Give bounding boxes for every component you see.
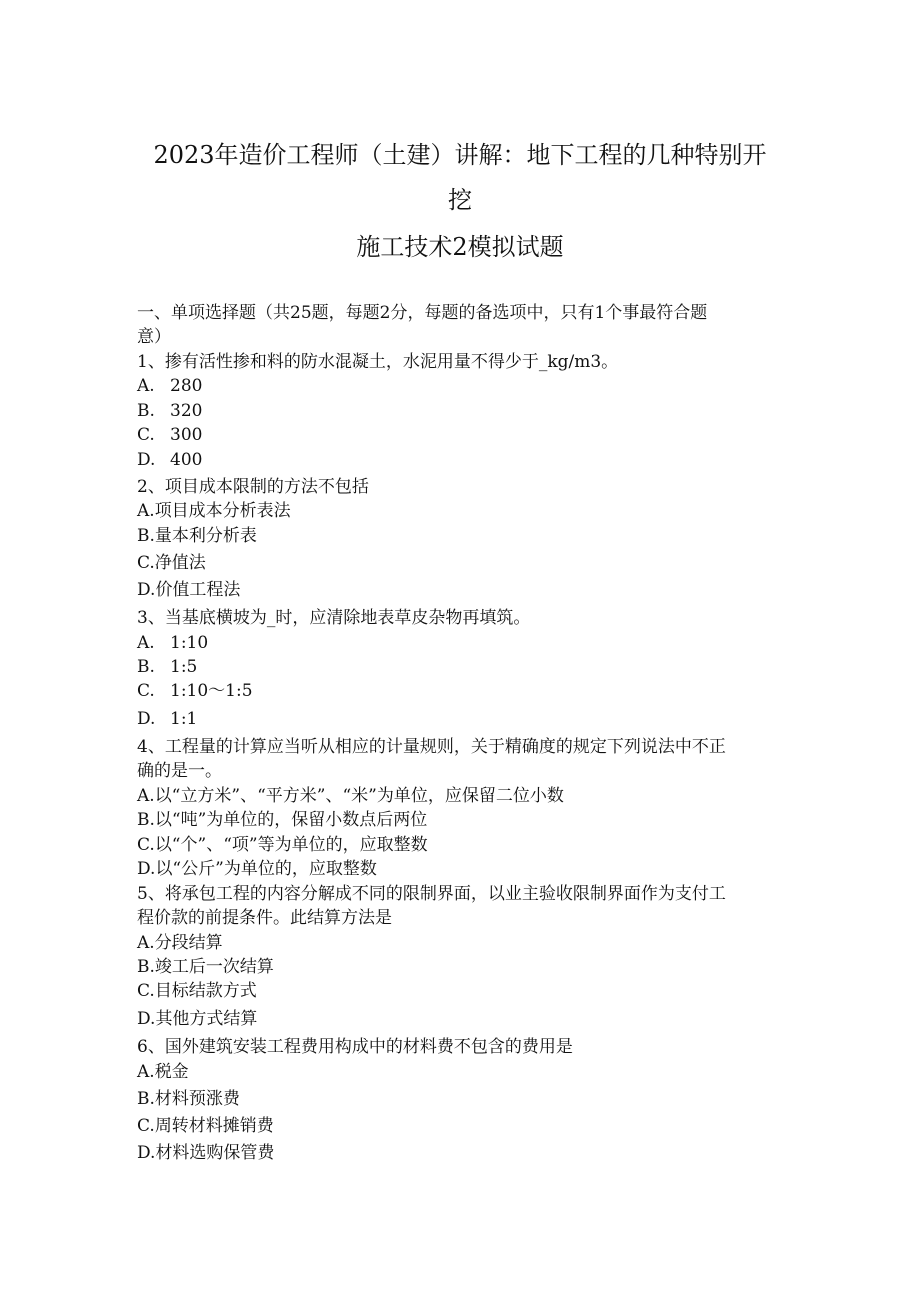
option-letter: D.: [137, 709, 156, 729]
option-letter: B.: [137, 810, 155, 830]
option-letter: B.: [137, 401, 155, 421]
option-text: 净值法: [154, 553, 206, 573]
question-3-option-a: [137, 632, 208, 654]
option-text: 以“吨”为单位的，保留小数点后两位: [154, 810, 428, 830]
section-heading-line-1: 一、单项选择题（共25题，每题2分，每题的备选项中，只有1个事最符合题: [137, 303, 708, 323]
question-5-option-c: [137, 980, 257, 1002]
option-letter: A.: [137, 1062, 155, 1082]
question-5-stem-line-1: 5、将承包工程的内容分解成不同的限制界面，以业主验收限制界面作为支付工: [137, 884, 726, 904]
option-letter: C.: [137, 1116, 155, 1136]
option-text: 目标结款方式: [154, 981, 257, 1001]
option-text: 周转材料摊销费: [154, 1116, 274, 1136]
option-letter: B.: [137, 526, 155, 546]
option-text: 分段结算: [154, 933, 223, 953]
option-letter: D.: [137, 1009, 156, 1029]
question-4-option-b: [137, 809, 427, 831]
question-1-option-d: [137, 449, 202, 471]
question-6-option-c: [137, 1115, 274, 1137]
option-letter: C.: [137, 553, 155, 573]
question-1-option-b: [137, 400, 202, 422]
option-text: 以“立方米”、“平方米”、“米”为单位，应保留二位小数: [154, 786, 564, 806]
document-title-line-3: 施工技术2模拟试题: [356, 233, 564, 261]
option-text: 300: [170, 425, 203, 445]
option-text: 税金: [154, 1062, 189, 1082]
document-title-line-2: 挖: [448, 186, 472, 214]
option-letter: A.: [137, 786, 155, 806]
question-1-stem: 1、掺有活性掺和料的防水混凝土，水泥用量不得少于_kg/m3。: [137, 352, 619, 372]
question-2-option-c: [137, 552, 206, 574]
question-6-option-a: [137, 1061, 189, 1083]
option-text: 1:10: [170, 633, 209, 653]
option-letter: A.: [137, 501, 155, 521]
question-3-option-b: [137, 656, 197, 678]
option-text: 价值工程法: [155, 580, 241, 600]
question-5-option-b: [137, 956, 274, 978]
option-letter: C.: [137, 835, 155, 855]
option-letter: D.: [137, 1143, 156, 1163]
option-text: 竣工后一次结算: [154, 957, 274, 977]
question-4-stem-line-1: 4、工程量的计算应当听从相应的计量规则，关于精确度的规定下列说法中不正: [137, 737, 726, 757]
option-letter: C.: [137, 981, 155, 1001]
option-text: 量本利分析表: [154, 526, 257, 546]
question-4-option-c: [137, 834, 428, 856]
question-2-option-a: [137, 500, 291, 522]
option-text: 1:5: [170, 657, 198, 677]
question-6-option-d: [137, 1142, 274, 1164]
question-4-option-d: [137, 858, 377, 880]
question-3-option-c: [137, 680, 253, 702]
question-4-stem-line-2: 确的是一。: [137, 761, 222, 781]
option-letter: D.: [137, 450, 156, 470]
question-3-option-d: [137, 708, 197, 730]
option-text: 1:10～1:5: [170, 681, 253, 701]
option-letter: A.: [137, 633, 155, 653]
option-text: 以“公斤”为单位的，应取整数: [155, 859, 377, 879]
option-letter: D.: [137, 580, 156, 600]
option-letter: B.: [137, 1089, 155, 1109]
option-letter: A.: [137, 933, 155, 953]
option-text: 项目成本分析表法: [154, 501, 291, 521]
question-5-option-a: [137, 932, 223, 954]
option-text: 320: [170, 401, 203, 421]
question-1-option-c: [137, 424, 202, 446]
question-1-option-a: [137, 375, 202, 397]
option-text: 材料选购保管费: [155, 1143, 275, 1163]
option-letter: C.: [137, 681, 155, 701]
question-2-option-d: [137, 579, 240, 601]
question-5-stem-line-2: 程价款的前提条件。此结算方法是: [137, 908, 392, 928]
option-letter: B.: [137, 957, 155, 977]
question-5-option-d: [137, 1008, 257, 1030]
option-letter: C.: [137, 425, 155, 445]
option-text: 400: [170, 450, 203, 470]
option-text: 1:1: [170, 709, 198, 729]
option-text: 280: [170, 376, 203, 396]
question-4-option-a: [137, 785, 564, 807]
option-text: 其他方式结算: [155, 1009, 258, 1029]
question-6-stem: 6、国外建筑安装工程费用构成中的材料费不包含的费用是: [137, 1037, 573, 1057]
option-letter: B.: [137, 657, 155, 677]
question-3-stem: 3、当基底横坡为_时，应清除地表草皮杂物再填筑。: [137, 608, 531, 628]
question-2-stem: 2、项目成本限制的方法不包括: [137, 477, 369, 497]
option-text: 材料预涨费: [154, 1089, 240, 1109]
question-6-option-b: [137, 1088, 240, 1110]
option-text: 以“个”、“项”等为单位的，应取整数: [154, 835, 428, 855]
section-heading-line-2: 意）: [137, 327, 171, 347]
option-letter: A.: [137, 376, 155, 396]
document-title-line-1: 2023年造价工程师（土建）讲解：地下工程的几种特别开: [153, 141, 767, 169]
option-letter: D.: [137, 859, 156, 879]
question-2-option-b: [137, 525, 257, 547]
